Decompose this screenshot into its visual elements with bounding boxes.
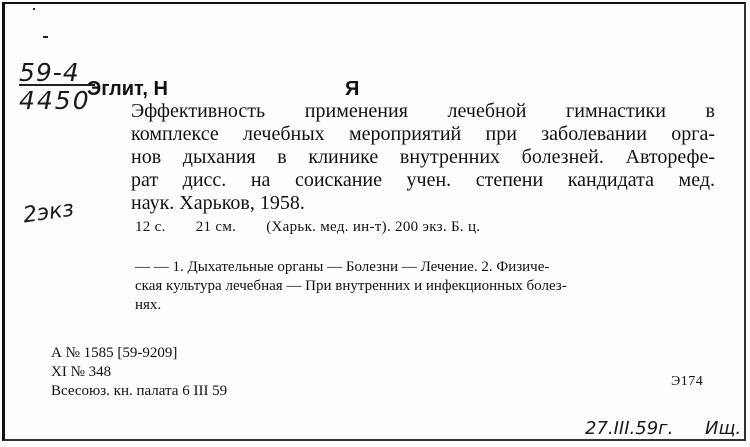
series-note: (Харьк. мед. ин-т). 200 экз. Б. ц.	[266, 219, 481, 235]
shelf-mark	[19, 58, 95, 115]
physical-description	[135, 219, 506, 236]
handwritten-date: 27.III.59г.	[585, 418, 674, 439]
accession-line2: XI № 348	[51, 364, 112, 380]
accession-line3: Всесоюз. кн. палата 6 III 59	[51, 383, 228, 399]
title-line: нов дыхания в клинике внутренних болезней. Авторефе-	[131, 146, 715, 168]
author-heading: Эглит, Н	[87, 78, 168, 100]
handwritten-copies-note: 2экз	[21, 196, 76, 229]
subject-line: нях.	[135, 297, 162, 313]
accession-line1: А № 1585 [59-9209]	[51, 345, 178, 361]
subject-line: ская культура лечебная — При внутренних и инфекционных болез-	[135, 278, 567, 294]
subject-headings	[135, 258, 715, 315]
subject-line: — — 1. Дыхательные органы — Болезни — Лечение. 2. Физиче-	[135, 259, 550, 275]
title-line: наук. Харьков, 1958.	[131, 192, 305, 214]
title-line: рат дисс. на соискание учен. степени кандидата мед.	[131, 169, 715, 191]
title-line: комплексе лечебных мероприятий при заболевании орга-	[131, 123, 715, 145]
shelf-mark-line1: 59-4	[19, 62, 95, 86]
filing-letter: Я	[345, 78, 360, 100]
catalog-card	[2, 2, 746, 441]
handwritten-initials: Ищ.	[705, 418, 742, 439]
title-line: Эффективность применения лечебной гимнастики в	[131, 100, 715, 122]
ink-speck	[43, 36, 48, 38]
pages: 12 с.	[135, 219, 166, 235]
size: 21 см.	[195, 219, 237, 235]
shelf-mark-line2: 4450	[19, 86, 91, 115]
classification-code: Э174	[671, 374, 704, 389]
ink-speck	[33, 8, 35, 10]
title-block	[131, 100, 715, 215]
